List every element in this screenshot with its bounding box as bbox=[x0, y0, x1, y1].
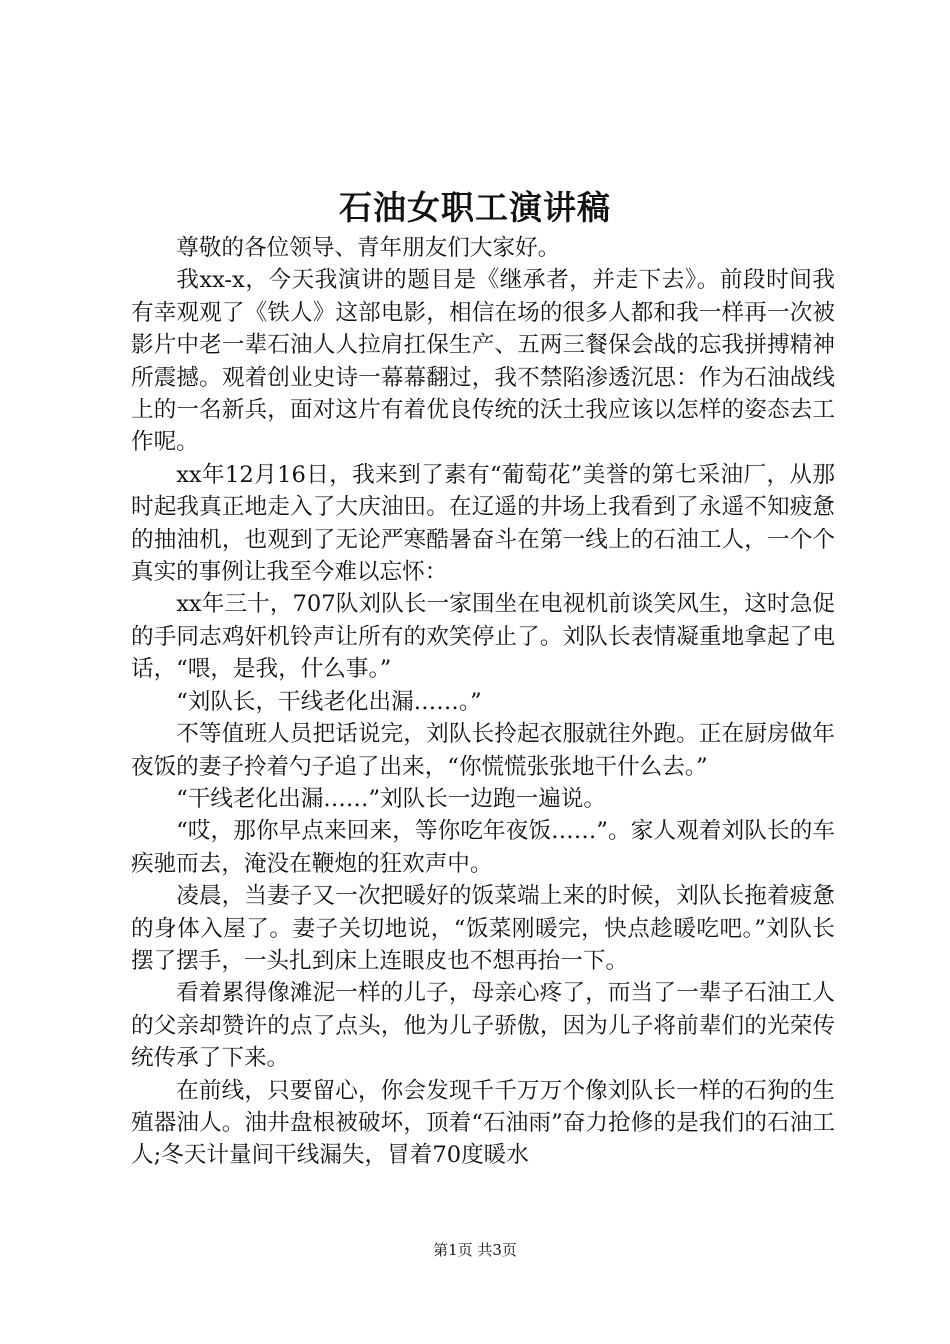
paragraph-dialogue-3: “哎，那你早点来回来，等你吃年夜饭……”。家人观着刘队长的车疾驰而去，淹没在鞭炮的狂欢声中。 bbox=[131, 818, 835, 877]
document-title: 石油女职工演讲稿 bbox=[339, 188, 611, 227]
paragraph-parents: 看着累得像滩泥一样的儿子，母亲心疼了，而当了一辈子石油工人的父亲却赞许的点了点头，他为儿子骄傲，因为儿子将前辈们的光荣传统传承了下来。 bbox=[131, 980, 835, 1072]
paragraph-new-year-call: xx年三十，707队刘队长一家围坐在电视机前谈笑风生，这时急促的手同志鸡奸机铃声让所有的欢笑停止了。刘队长表情凝重地拿起了电话，“喂，是我，什么事。” bbox=[131, 591, 835, 683]
paragraph-leaving: 不等值班人员把话说完，刘队长拎起衣服就往外跑。正在厨房做年夜饭的妻子拎着勺子追了出来，“你慌慌张张地干什么去。” bbox=[131, 721, 835, 780]
paragraph-arrival: xx年12月16日，我来到了素有“葡萄花”美誉的第七采油厂，从那时起我真正地走入了大庆油田。在辽遥的井场上我看到了永遥不知疲惫的抽油机，也观到了无论严寒酷暑奋斗在第一线上的石油工人，一个个真实的事例让我至今难以忘怀： bbox=[131, 461, 835, 586]
paragraph-front-line: 在前线，只要留心，你会发现千千万万个像刘队长一样的石狗的生殖器油人。油井盘根被破坏，顶着“石油雨”奋力抢修的是我们的石油工人;冬天计量间干线漏失，冒着70度暖水 bbox=[131, 1077, 835, 1169]
paragraph-intro: 我xx-x，今天我演讲的题目是《继承者，并走下去》。前段时间我有幸观观了《铁人》这部电影，相信在场的很多人都和我一样再一次被影片中老一辈石油人人拉肩扛保生产、五两三餐保会战的忘我拼搏精神所震撼。观着创业史诗一幕幕翻过，我不禁陷渗透沉思：作为石油战线上的一名新兵，面对这片有着优良传统的沃土我应该以怎样的姿态去工作呢。 bbox=[131, 267, 835, 456]
paragraph-greeting: 尊敬的各位领导、青年朋友们大家好。 bbox=[176, 235, 561, 261]
paragraph-dialogue-1: “刘队长，干线老化出漏……。” bbox=[176, 688, 482, 715]
paragraph-dawn: 凌晨，当妻子又一次把暖好的饭菜端上来的时候，刘队长拖着疲惫的身体入屋了。妻子关切地说，“饭菜刚暖完，快点趁暖吃吧。”刘队长摆了摆手，一头扎到床上连眼皮也不想再抬一下。 bbox=[131, 883, 835, 974]
page-number-footer: 第1页 共3页 bbox=[433, 1241, 517, 1259]
document-body bbox=[131, 232, 835, 1172]
paragraph-dialogue-2: “干线老化出漏……”刘队长一边跑一遍说。 bbox=[176, 785, 606, 812]
